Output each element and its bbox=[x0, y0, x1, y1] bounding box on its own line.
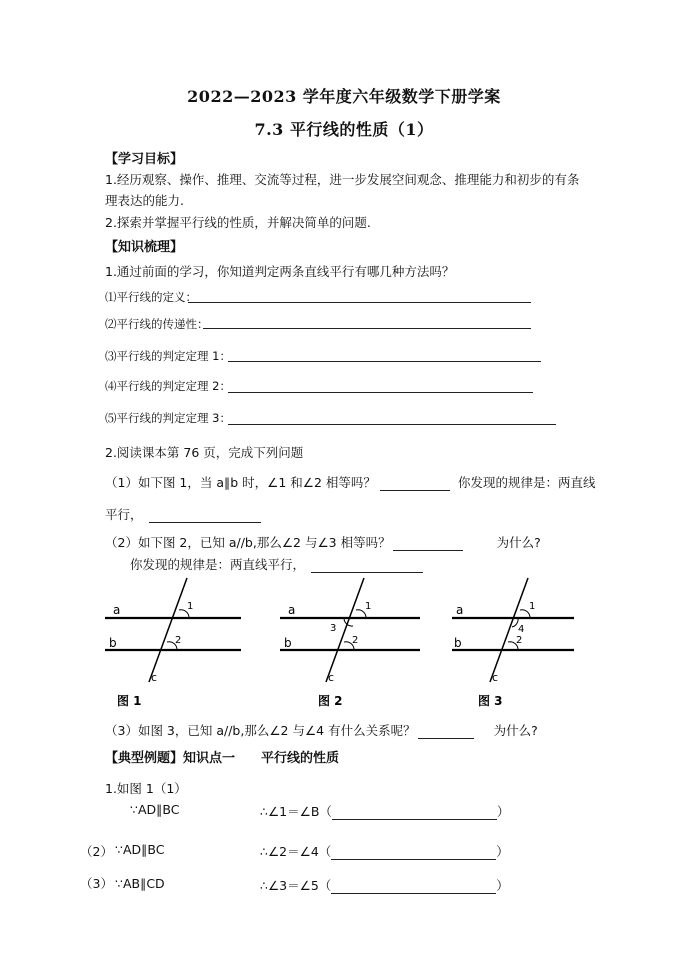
example-row-2-concl: ∴∠2＝∠4（ bbox=[260, 844, 332, 859]
review-item-theorem-3: ⑸平行线的判定定理 3： bbox=[105, 411, 231, 425]
example-row-1-concl: ∴∠1＝∠B（ bbox=[260, 804, 332, 819]
problem-2-why: 为什么? bbox=[496, 535, 541, 550]
problem-3-why: 为什么? bbox=[493, 723, 538, 738]
answer-blank-p3[interactable] bbox=[418, 724, 474, 739]
fig2-angle-1: 1 bbox=[365, 601, 372, 612]
problem-1-text bbox=[105, 473, 595, 491]
example-row-3-conclusion bbox=[260, 876, 509, 894]
answer-blank-ex3[interactable] bbox=[331, 879, 496, 894]
example-row-3-label: （3） bbox=[80, 876, 113, 891]
answer-blank-ex1[interactable] bbox=[332, 805, 497, 820]
figure-2 bbox=[280, 570, 430, 715]
examples-label: 【典型例题】知识点一 bbox=[105, 751, 236, 766]
page-subtitle: 7.3 平行线的性质（1） bbox=[254, 120, 434, 139]
fig1-label-b: b bbox=[109, 636, 117, 650]
answer-line-transitivity[interactable] bbox=[203, 328, 531, 329]
answer-blank-ex2[interactable] bbox=[331, 845, 496, 860]
fig1-label-a: a bbox=[113, 603, 121, 617]
fig1-angle-2: 2 bbox=[175, 635, 182, 646]
figure-3 bbox=[452, 570, 582, 715]
example-row-3-given: ∵AB∥CD bbox=[115, 876, 165, 891]
fig3-angle-4: 4 bbox=[518, 624, 525, 635]
page-title: 2022—2023 学年度六年级数学下册学案 bbox=[187, 87, 501, 106]
problem-1-cont bbox=[105, 505, 261, 523]
problem-2-question: （2）如下图 2，已知 a//b,那么∠2 与∠3 相等吗？ bbox=[105, 535, 391, 550]
fig3-label-b: b bbox=[454, 636, 462, 650]
problem-2-text bbox=[105, 533, 541, 551]
fig2-caption: 图 2 bbox=[318, 694, 343, 708]
example-row-2-label: （2） bbox=[80, 844, 113, 859]
problem-1-parallel: 平行， bbox=[105, 507, 143, 522]
problem-1-rule: 你发现的规律是：两直线 bbox=[457, 475, 596, 490]
review-question-2: 2.阅读课本第 76 页，完成下列问题 bbox=[105, 445, 304, 460]
answer-blank-p1-rule[interactable] bbox=[149, 508, 261, 523]
goal-item-1: 1.经历观察、操作、推理、交流等过程，进一步发展空间观念、推理能力和初步的有条 bbox=[105, 172, 580, 187]
review-question-1: 1.通过前面的学习，你知道判定两条直线平行有哪几种方法吗？ bbox=[105, 264, 455, 279]
answer-line-theorem-1[interactable] bbox=[228, 361, 541, 362]
examples-topic: 平行线的性质 bbox=[261, 751, 340, 766]
problem-1-question: （1）如下图 1，当 a∥b 时，∠1 和∠2 相等吗？ bbox=[105, 475, 376, 490]
goal-item-2: 2.探索并掌握平行线的性质，并解决简单的问题. bbox=[105, 215, 371, 230]
fig1-label-c: c bbox=[151, 671, 158, 684]
fig3-label-c: c bbox=[492, 671, 499, 684]
fig1-caption: 图 1 bbox=[117, 694, 142, 708]
example-row-3-close: ） bbox=[496, 878, 509, 893]
example-row-2-conclusion bbox=[260, 842, 509, 860]
example-row-3-concl: ∴∠3＝∠5（ bbox=[260, 878, 332, 893]
answer-blank-p2[interactable] bbox=[393, 536, 463, 551]
example-row-2-given: ∵AD∥BC bbox=[115, 842, 165, 857]
fig2-label-a: a bbox=[288, 603, 296, 617]
fig2-angle-2: 2 bbox=[352, 635, 359, 646]
review-item-theorem-1: ⑶平行线的判定定理 1： bbox=[105, 349, 231, 363]
fig2-label-c: c bbox=[328, 671, 335, 684]
fig3-angle-2: 2 bbox=[516, 635, 523, 646]
answer-line-definition[interactable] bbox=[188, 302, 531, 303]
example-row-1-given: ∵AD∥BC bbox=[130, 802, 180, 817]
fig3-label-a: a bbox=[456, 603, 464, 617]
example-row-2-close: ） bbox=[496, 844, 509, 859]
goal-item-1-cont: 理表达的能力. bbox=[105, 193, 184, 208]
fig3-caption: 图 3 bbox=[478, 694, 503, 708]
review-item-definition: ⑴平行线的定义： bbox=[105, 290, 197, 304]
fig3-angle-1: 1 bbox=[529, 601, 536, 612]
figure-1 bbox=[105, 570, 250, 715]
problem-2-rule: 你发现的规律是：两直线平行， bbox=[130, 557, 306, 572]
answer-blank-p1[interactable] bbox=[380, 476, 450, 491]
review-item-transitivity: ⑵平行线的传递性： bbox=[105, 317, 209, 331]
example-row-1-close: ） bbox=[496, 804, 510, 819]
problem-3-text bbox=[105, 721, 538, 739]
answer-line-theorem-2[interactable] bbox=[228, 392, 533, 393]
examples-heading bbox=[105, 747, 339, 766]
fig1-angle-1: 1 bbox=[187, 601, 194, 612]
goals-heading: 【学习目标】 bbox=[105, 152, 184, 167]
review-item-theorem-2: ⑷平行线的判定定理 2： bbox=[105, 379, 231, 393]
example-row-1-conclusion bbox=[260, 802, 509, 820]
problem-3-question: （3）如图 3，已知 a//b,那么∠2 与∠4 有什么关系呢？ bbox=[105, 723, 416, 738]
example-intro: 1.如图 1（1） bbox=[105, 781, 187, 796]
fig2-angle-3: 3 bbox=[330, 623, 337, 634]
answer-line-theorem-3[interactable] bbox=[228, 424, 556, 425]
fig2-label-b: b bbox=[284, 636, 292, 650]
review-heading: 【知识梳理】 bbox=[105, 240, 184, 255]
